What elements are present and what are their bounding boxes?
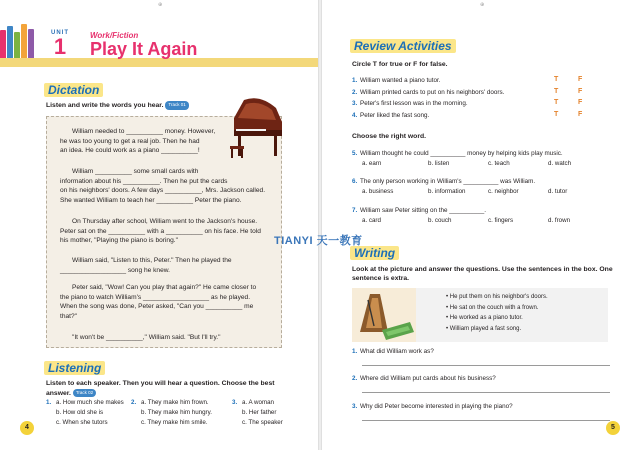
writing-bullet: • He put them on his neighbor's doors. [446, 294, 548, 300]
tf-question [352, 99, 468, 108]
true-option[interactable]: T [554, 99, 559, 106]
review-title: Review Activities [350, 39, 456, 53]
listening-question-number: 2. [131, 399, 137, 406]
listening-option[interactable]: b. How old she is [56, 409, 104, 416]
question-number: 6. [352, 178, 358, 185]
answer-option[interactable]: a. earn [362, 160, 382, 167]
tf-question [352, 111, 429, 120]
answer-option[interactable]: d. watch [548, 160, 572, 167]
writing-bullet: • He worked as a piano tutor. [446, 315, 523, 322]
question-text: What did William work as? [360, 348, 434, 355]
passage-line: William said, "Listen to this, Peter." Then he played the [72, 257, 232, 264]
writing-sentence-box [352, 288, 608, 342]
passage-line: Peter said, "Wow! Can you play that again?" He came closer to [72, 284, 257, 291]
question-number: 3. [352, 403, 358, 410]
page-number-right: 5 [606, 421, 620, 435]
true-option[interactable]: T [554, 110, 559, 118]
listening-option[interactable]: c. The speaker [242, 419, 283, 426]
passage-line: that?" [60, 312, 78, 320]
choose-instruction: Choose the right word. [352, 133, 427, 140]
genre-label: Work/Fiction [90, 31, 139, 40]
question-number: 1. [352, 77, 358, 84]
writing-bullet: • William played a fast song. [446, 325, 522, 332]
true-option[interactable]: T [554, 76, 559, 83]
passage-line: he was too young to get a real job. Then he had [60, 137, 200, 145]
answer-option[interactable]: a. card [362, 217, 381, 224]
answer-line[interactable] [362, 420, 610, 421]
question-text: William wanted a piano tutor. [360, 77, 441, 84]
question-number: 2. [352, 375, 358, 382]
question-text: Why did Peter become interested in playing the piano? [360, 403, 513, 410]
answer-option[interactable]: c. teach [488, 160, 510, 167]
audio-track-icon[interactable]: Track 02 [73, 389, 96, 398]
question-number: 3. [352, 100, 358, 107]
question-number: 7. [352, 207, 358, 214]
listening-option[interactable]: a. They make him frown. [141, 399, 209, 406]
false-option[interactable]: F [578, 110, 583, 118]
answer-option[interactable]: c. neighbor [488, 188, 519, 195]
answer-option[interactable]: b. information [428, 188, 466, 195]
question-text: William saw Peter sitting on the __________. [360, 207, 487, 214]
passage-line: "It won't be __________," William said. "But I'll try." [72, 334, 221, 341]
passage-line: his mother, "Playing the piano is boring." [60, 237, 178, 245]
writing-bullets [446, 292, 548, 334]
question-number: 1. [352, 348, 358, 355]
passage-line: William needed to __________ money. However, [72, 128, 216, 135]
writing-question [352, 347, 434, 356]
choose-question [352, 149, 563, 158]
listening-option[interactable]: b. They make him hungry. [141, 409, 212, 416]
false-option[interactable]: F [578, 76, 583, 83]
page-number-left: 4 [20, 421, 34, 435]
passage-line: She wanted William to teach her __________ Peter the piano. [60, 196, 242, 204]
question-text: William thought he could __________ money by helping kids play music. [360, 150, 563, 157]
question-text: Peter liked the fast song. [360, 111, 430, 119]
left-page [0, 0, 318, 450]
tf-instruction: Circle T for true or F for false. [352, 61, 448, 68]
passage-line: the piano to watch William's __________________ as he played. [60, 293, 251, 301]
books-illustration [0, 22, 38, 60]
registration-mark: ⊕ [480, 2, 485, 8]
listening-option[interactable]: c. They make him smile. [141, 419, 208, 426]
tf-question [352, 76, 441, 85]
false-option[interactable]: F [578, 87, 583, 95]
writing-title: Writing [350, 246, 399, 260]
unit-label: UNIT [51, 30, 69, 36]
answer-line[interactable] [362, 392, 610, 393]
listening-option[interactable]: a. How much she makes [56, 399, 124, 406]
answer-option[interactable]: c. fingers [488, 217, 514, 224]
listening-option[interactable]: b. Her father [242, 409, 277, 416]
choose-question [352, 177, 535, 186]
passage-line: Peter sat on the __________ with a __________ on his face. He told [60, 227, 261, 235]
question-text: Peter's first lesson was in the morning. [360, 100, 468, 107]
unit-number: 1 [53, 34, 67, 59]
listening-option[interactable]: c. When she tutors [56, 419, 108, 426]
right-page [322, 0, 640, 450]
watermark: TIANYI 天一教育 [274, 235, 363, 247]
dictation-title: Dictation [44, 83, 103, 97]
writing-instruction: Look at the picture and answer the questions. Use the sentences in the box. One sentence is extra. [352, 266, 613, 282]
answer-option[interactable]: a. business [362, 188, 394, 195]
listening-question-number: 1. [46, 399, 52, 406]
false-option[interactable]: F [578, 99, 583, 106]
passage-line: On Thursday after school, William went to the Jackson's house. [72, 218, 258, 225]
listening-question-number: 3. [232, 399, 238, 406]
audio-track-icon[interactable]: Track 01 [165, 101, 188, 110]
passage-line: When the song was done, Peter asked, "Can you __________ me [60, 303, 254, 311]
dictation-instruction: Listen and write the words you hear. Track 01 [46, 101, 189, 111]
passage-line: on his neighbors' doors. A few days __________, Mrs. Jackson called. [60, 187, 266, 195]
question-text: The only person working in William's __________ was William. [360, 178, 536, 185]
page-title: Play It Again [90, 39, 198, 59]
registration-mark: ⊕ [158, 2, 163, 8]
question-number: 2. [352, 88, 358, 96]
true-option[interactable]: T [554, 87, 559, 95]
passage-line: an idea. He could work as a piano __________! [60, 147, 200, 155]
question-number: 4. [352, 111, 358, 119]
answer-option[interactable]: d. frown [548, 217, 571, 224]
writing-question [352, 374, 496, 383]
passage-line: information about his __________. Then he put the cards [60, 177, 228, 185]
question-text: William printed cards to put on his neighbors' doors. [360, 88, 505, 96]
answer-option[interactable]: b. listen [428, 160, 450, 167]
piano-illustration [230, 96, 284, 162]
passage-line: __________________ song he knew. [60, 266, 170, 274]
answer-line[interactable] [362, 365, 610, 366]
answer-option[interactable]: b. couch [428, 217, 452, 224]
metronome-picture-icon [352, 288, 416, 342]
listening-title: Listening [44, 361, 105, 375]
unit-badge [40, 30, 80, 60]
answer-option[interactable]: d. tutor [548, 188, 568, 195]
question-number: 5. [352, 150, 358, 157]
passage-line: William __________ some small cards with [72, 168, 199, 175]
tf-question [352, 88, 504, 97]
question-text: Where did William put cards about his business? [360, 375, 496, 382]
listening-option[interactable]: a. A woman [242, 399, 274, 406]
choose-question [352, 206, 486, 215]
listening-instruction: Listen to each speaker. Then you will hear a question. Choose the best answer. Track 02 [46, 380, 275, 397]
writing-question [352, 402, 513, 411]
writing-bullet: • He sat on the couch with a frown. [446, 304, 539, 311]
